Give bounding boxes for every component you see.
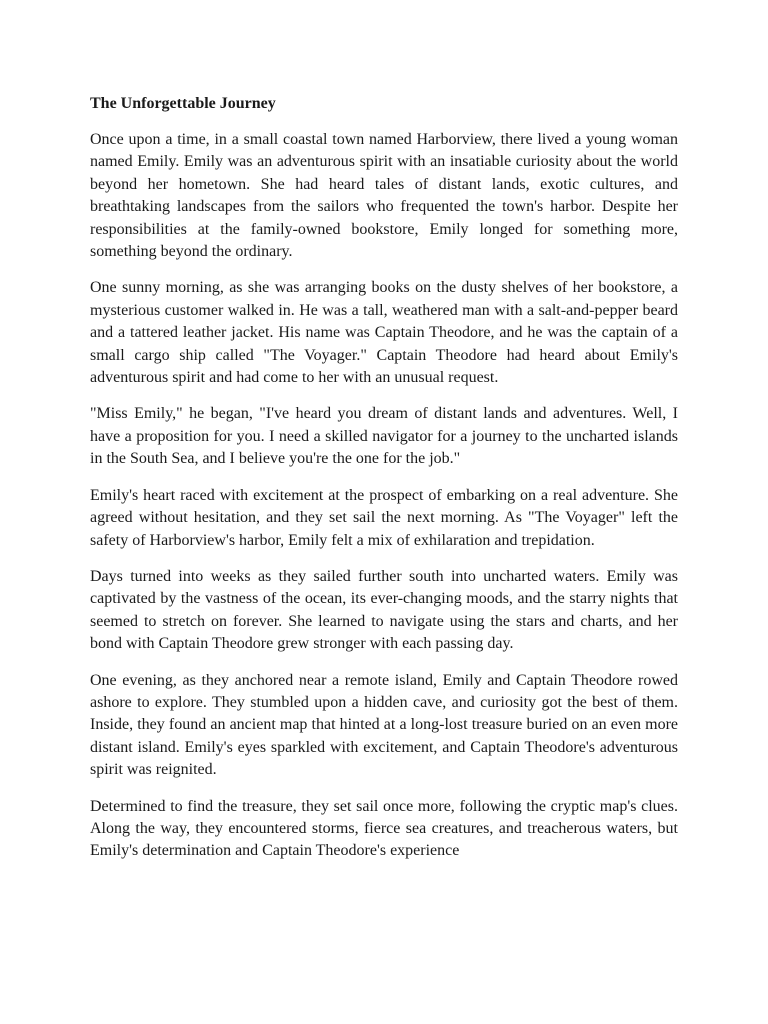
document-page [90, 94, 678, 877]
paragraph-7: Determined to find the treasure, they set sail once more, following the cryptic map's clues. Along the way, they encountered storms, fierce sea creatures, and treacherous waters, but Emily's determination and Captain Theodore's experience [90, 797, 678, 860]
paragraph-5: Days turned into weeks as they sailed further south into uncharted waters. Emily was captivated by the vastness of the ocean, its ever-changing moods, and the starry nights that seemed to stretch on forever. She learned to navigate using the stars and charts, and her bond with Captain Theodore grew stronger with each passing day. [90, 567, 678, 653]
paragraph-6: One evening, as they anchored near a remote island, Emily and Captain Theodore rowed ashore to explore. They stumbled upon a hidden cave, and curiosity got the best of them. Inside, they found an ancient map that hinted at a long-lost treasure buried on an even more distant island. Emily's eyes sparkled with excitement, and Captain Theodore's adventurous spirit was reignited. [90, 671, 678, 779]
paragraph-4: Emily's heart raced with excitement at the prospect of embarking on a real adventure. She agreed without hesitation, and they set sail the next morning. As "The Voyager" left the safety of Harborview's harbor, Emily felt a mix of exhilaration and trepidation. [90, 486, 678, 549]
paragraph-3: "Miss Emily," he began, "I've heard you dream of distant lands and adventures. Well, I have a proposition for you. I need a skilled navigator for a journey to the uncharted islands in the South Sea, and I believe you're the one for the job." [90, 405, 678, 468]
paragraph-1: Once upon a time, in a small coastal town named Harborview, there lived a young woman named Emily. Emily was an adventurous spirit with an insatiable curiosity about the world beyond her hometown. She had heard tales of distant lands, exotic cultures, and breathtaking landscapes from the sailors who frequented the town's harbor. Despite her responsibilities at the family-owned bookstore, Emily longed for something more, something beyond the ordinary. [90, 131, 678, 261]
document-title: The Unforgettable Journey [90, 95, 276, 112]
paragraph-2: One sunny morning, as she was arranging books on the dusty shelves of her bookstore, a mysterious customer walked in. He was a tall, weathered man with a salt-and-pepper beard and a tattered leather jacket. His name was Captain Theodore, and he was the captain of a small cargo ship called "The Voyager." Captain Theodore had heard about Emily's adventurous spirit and had come to her with an unusual request. [90, 279, 678, 387]
